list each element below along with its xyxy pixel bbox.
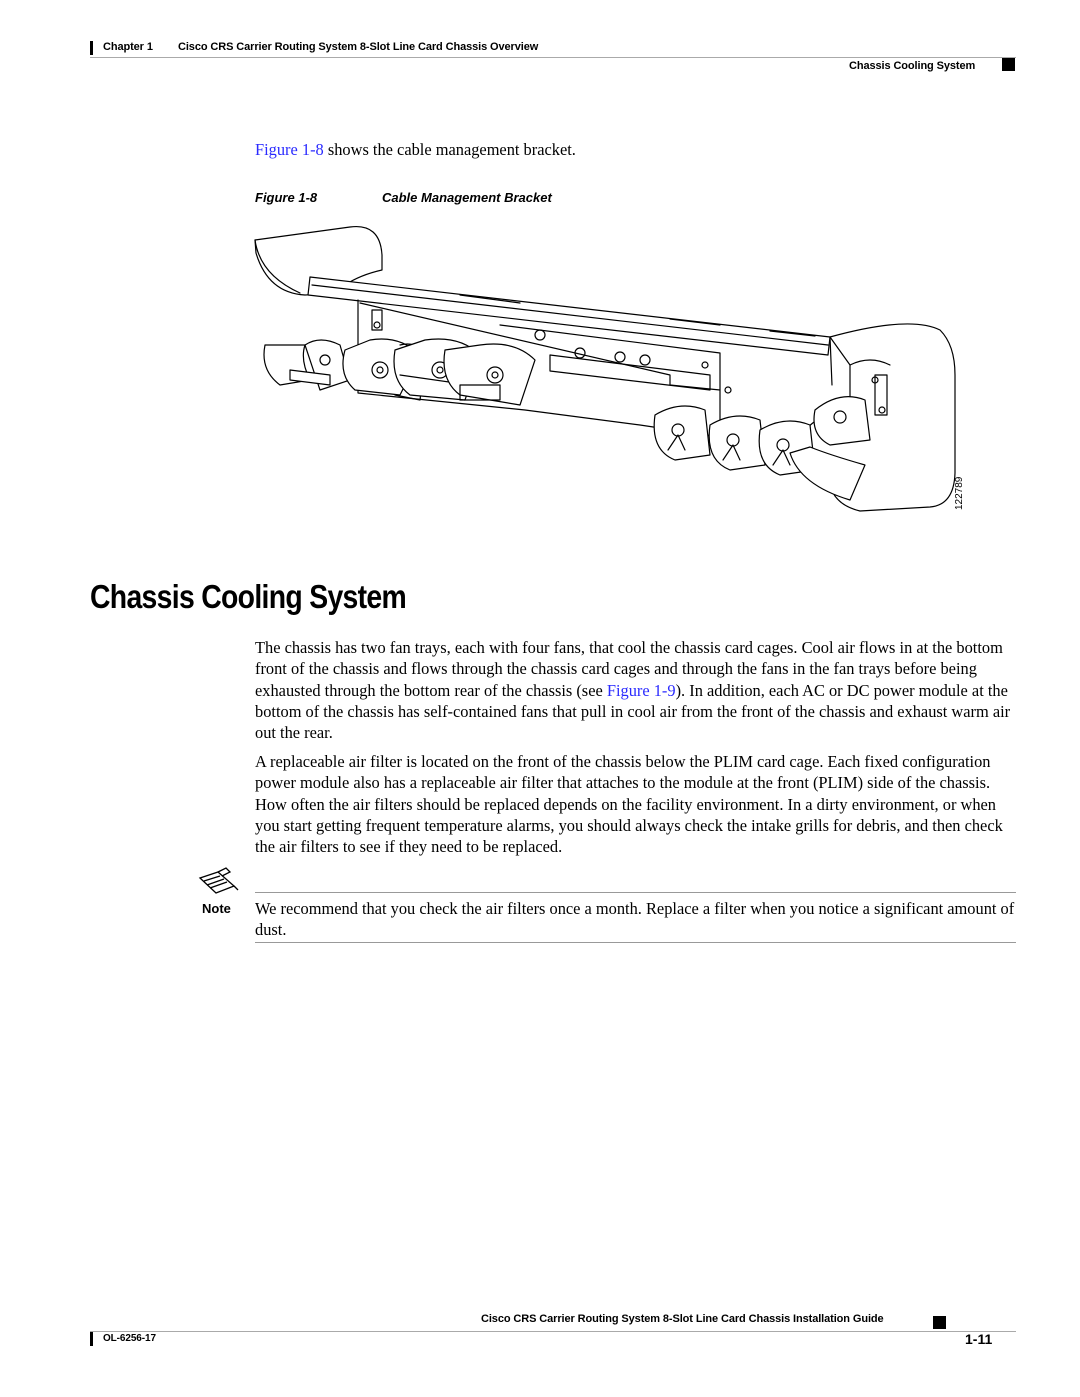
header-rule [90,57,1016,58]
footer-rule [90,1331,1016,1332]
section-heading: Chassis Cooling System [90,578,407,615]
cable-management-bracket-illustration [250,215,970,515]
note-label: Note [202,901,231,916]
header-right-block [1002,58,1015,71]
figure-title: Cable Management Bracket [382,190,552,205]
figure-art-id: 122789 [954,476,965,510]
paragraph-fan-trays [255,637,1015,743]
note-top-rule [255,892,1016,893]
para1-text-before: The chassis has two fan trays, each with four fans, that cool the chassis card cages. Cool air flows in at the bottom front of the chassis and flows through the chassis card cages and through the fans in the fan trays before being exhausted through the bottom rear of the chassis (see [255,638,1003,700]
note-pencil-icon [196,866,240,896]
header-chapter-label: Chapter 1 [103,41,153,53]
intro-text: shows the cable management bracket. [323,140,576,159]
figure-1-8-link[interactable]: Figure 1-8 [255,140,324,159]
figure-1-9-link[interactable]: Figure 1-9 [606,680,676,700]
paragraph-air-filter: A replaceable air filter is located on the front of the chassis below the PLIM card cage. Each fixed configuration power module also has a replaceable air filter that attaches to the module at the front (PLIM) side of the chassis. How often the air filters should be replaced depends on the facility environment. In a dirty environment, or when you start getting frequent temperature alarms, you should always check the intake grills for debris, and then check the air filters to see if they need to be replaced. [255,752,1003,857]
footer-left-bar [90,1332,93,1346]
intro-sentence [255,139,576,160]
figure-label: Figure 1-8 [255,190,318,205]
para1-text-after: ). In addition, each AC or DC power module at the bottom of the chassis has self-contained fans that pull in cool air from the front of the chassis and exhaust warm air out the rear. [255,680,1011,743]
header-left-bar [90,41,93,55]
header-section-name: Chassis Cooling System [849,60,976,72]
header-chapter-title: Cisco CRS Carrier Routing System 8-Slot Line Card Chassis Overview [178,41,539,53]
footer-page-number: 1-11 [965,1331,993,1347]
footer-doc-number: OL-6256-17 [103,1333,156,1344]
footer-right-block [933,1316,946,1329]
footer-guide-title: Cisco CRS Carrier Routing System 8-Slot Line Card Chassis Installation Guide [481,1313,884,1325]
note-bottom-rule [255,942,1016,943]
note-text: We recommend that you check the air filters once a month. Replace a filter when you notice a significant amount of dust. [255,899,1015,940]
